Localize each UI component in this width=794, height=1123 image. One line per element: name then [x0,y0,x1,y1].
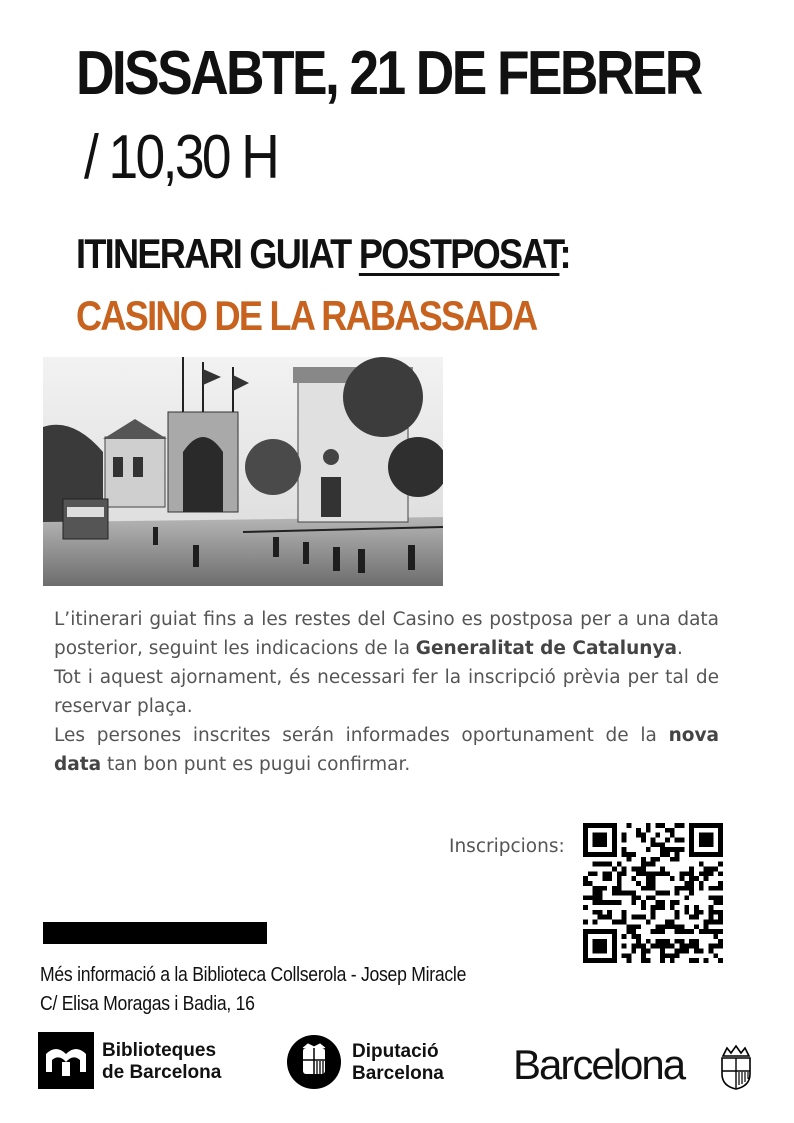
diputacio-seal-icon [286,1034,342,1090]
p3-bold: nova data [54,725,719,775]
barcelona-coat-of-arms-icon [717,1044,755,1090]
itinerary-heading [76,228,570,280]
barcelona-wordmark: Barcelona [513,1041,685,1088]
notice-paragraph-3 [54,721,719,779]
biblioteques-barcelona-logo [38,1032,248,1090]
diputacio-line-2: Barcelona [352,1063,444,1084]
book-icon [38,1032,94,1089]
p1-bold: Generalitat de Catalunya [415,638,677,659]
ajuntament-barcelona-logo [513,1040,758,1092]
p3-end: tan bon punt es pugui confirmar. [101,754,411,775]
qr-code-icon[interactable] [583,823,723,963]
itinerary-suffix: : [559,230,570,277]
notice-paragraph-2: Tot i aquest ajornament, és necessari fer la inscripció prèvia per tal de reservar plaça. [54,667,719,717]
p1-end: . [677,638,683,659]
biblioteques-line-1: Biblioteques [102,1040,217,1061]
notice-text [54,605,719,779]
registration-label: Inscripcions: [449,836,565,857]
redaction-bar [43,922,267,944]
diputacio-barcelona-logo [286,1032,476,1090]
itinerary-prefix: ITINERARI GUIAT [76,230,359,277]
diputacio-line-1: Diputació [352,1041,439,1062]
itinerary-status: POSTPOSAT [358,230,560,277]
event-date: DISSABTE, 21 DE FEBRER [76,39,701,108]
p1-text: L’itinerari guiat fins a les restes del Casino es postposa per a una data posterior, seguint les indicacions de la [54,609,719,659]
place-heading: CASINO DE LA RABASSADA [76,292,537,339]
p3-text: Les persones inscrites serán informades oportunament de la [54,725,669,746]
info-line-1: Més informació a la Biblioteca Collserola - Josep Miracle [40,964,467,986]
casino-historic-photo [43,357,443,586]
info-address: C/ Elisa Moragas i Badia, 16 [40,993,255,1015]
biblioteques-line-2: de Barcelona [102,1062,222,1083]
event-time: / 10,30 H [84,123,278,192]
notice-paragraph-1 [54,605,719,663]
